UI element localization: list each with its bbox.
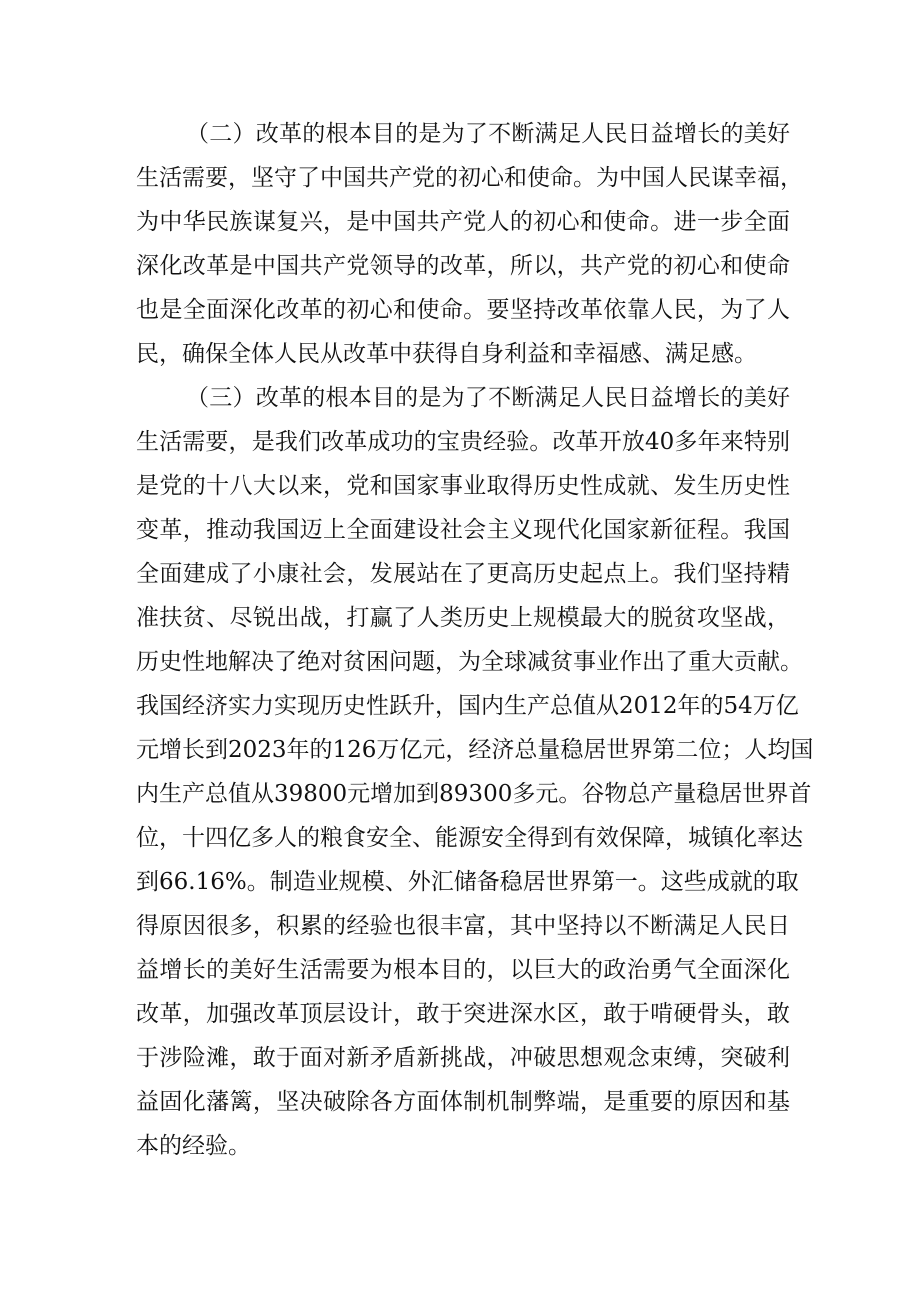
text-line: （二）改革的根本目的是为了不断满足人民日益增长的美好 [186, 121, 790, 147]
text-line: 到66.16%。制造业规模、外汇储备稳居世界第一。这些成就的取 [136, 869, 799, 895]
text-line: 我国经济实力实现历史性跃升，国内生产总值从2012年的54万亿 [136, 693, 799, 719]
text-line: 准扶贫、尽锐出战，打赢了人类历史上规模最大的脱贫攻坚战， [136, 605, 790, 631]
text-line: 历史性地解决了绝对贫困问题，为全球减贫事业作出了重大贡献。 [136, 649, 803, 675]
text-line: 益固化藩篱，坚决破除各方面体制机制弊端，是重要的原因和基 [136, 1089, 790, 1115]
text-line: 本的经验。 [136, 1133, 251, 1159]
text-line: 为中华民族谋复兴，是中国共产党人的初心和使命。进一步全面 [136, 209, 790, 235]
text-line: 变革，推动我国迈上全面建设社会主义现代化国家新征程。我国 [136, 517, 790, 543]
text-line: 元增长到2023年的126万亿元，经济总量稳居世界第二位；人均国 [136, 737, 814, 763]
text-line: 位，十四亿多人的粮食安全、能源安全得到有效保障，城镇化率达 [136, 825, 803, 851]
text-line: 民，确保全体人民从改革中获得自身利益和幸福感、满足感。 [136, 341, 757, 367]
text-line: 也是全面深化改革的初心和使命。要坚持改革依靠人民，为了人 [136, 297, 790, 323]
text-line: 深化改革是中国共产党领导的改革，所以，共产党的初心和使命 [136, 253, 790, 279]
text-line: 内生产总值从39800元增加到89300多元。谷物总产量稳居世界首 [136, 781, 812, 807]
text-line: 改革，加强改革顶层设计，敢于突进深水区，敢于啃硬骨头，敢 [136, 1001, 790, 1027]
document-body [136, 112, 814, 1168]
text-line: （三）改革的根本目的是为了不断满足人民日益增长的美好 [186, 385, 790, 411]
paragraph-3 [136, 376, 814, 1168]
text-line: 生活需要，是我们改革成功的宝贵经验。改革开放40多年来特别 [136, 429, 790, 455]
text-line: 全面建成了小康社会，发展站在了更高历史起点上。我们坚持精 [136, 561, 790, 587]
text-line: 于涉险滩，敢于面对新矛盾新挑战，冲破思想观念束缚，突破利 [136, 1045, 790, 1071]
text-line: 是党的十八大以来，党和国家事业取得历史性成就、发生历史性 [136, 473, 790, 499]
text-line: 得原因很多，积累的经验也很丰富，其中坚持以不断满足人民日 [136, 913, 790, 939]
paragraph-2 [136, 112, 803, 376]
text-line: 益增长的美好生活需要为根本目的，以巨大的政治勇气全面深化 [136, 957, 790, 983]
text-line: 生活需要，坚守了中国共产党的初心和使命。为中国人民谋幸福， [136, 165, 803, 191]
